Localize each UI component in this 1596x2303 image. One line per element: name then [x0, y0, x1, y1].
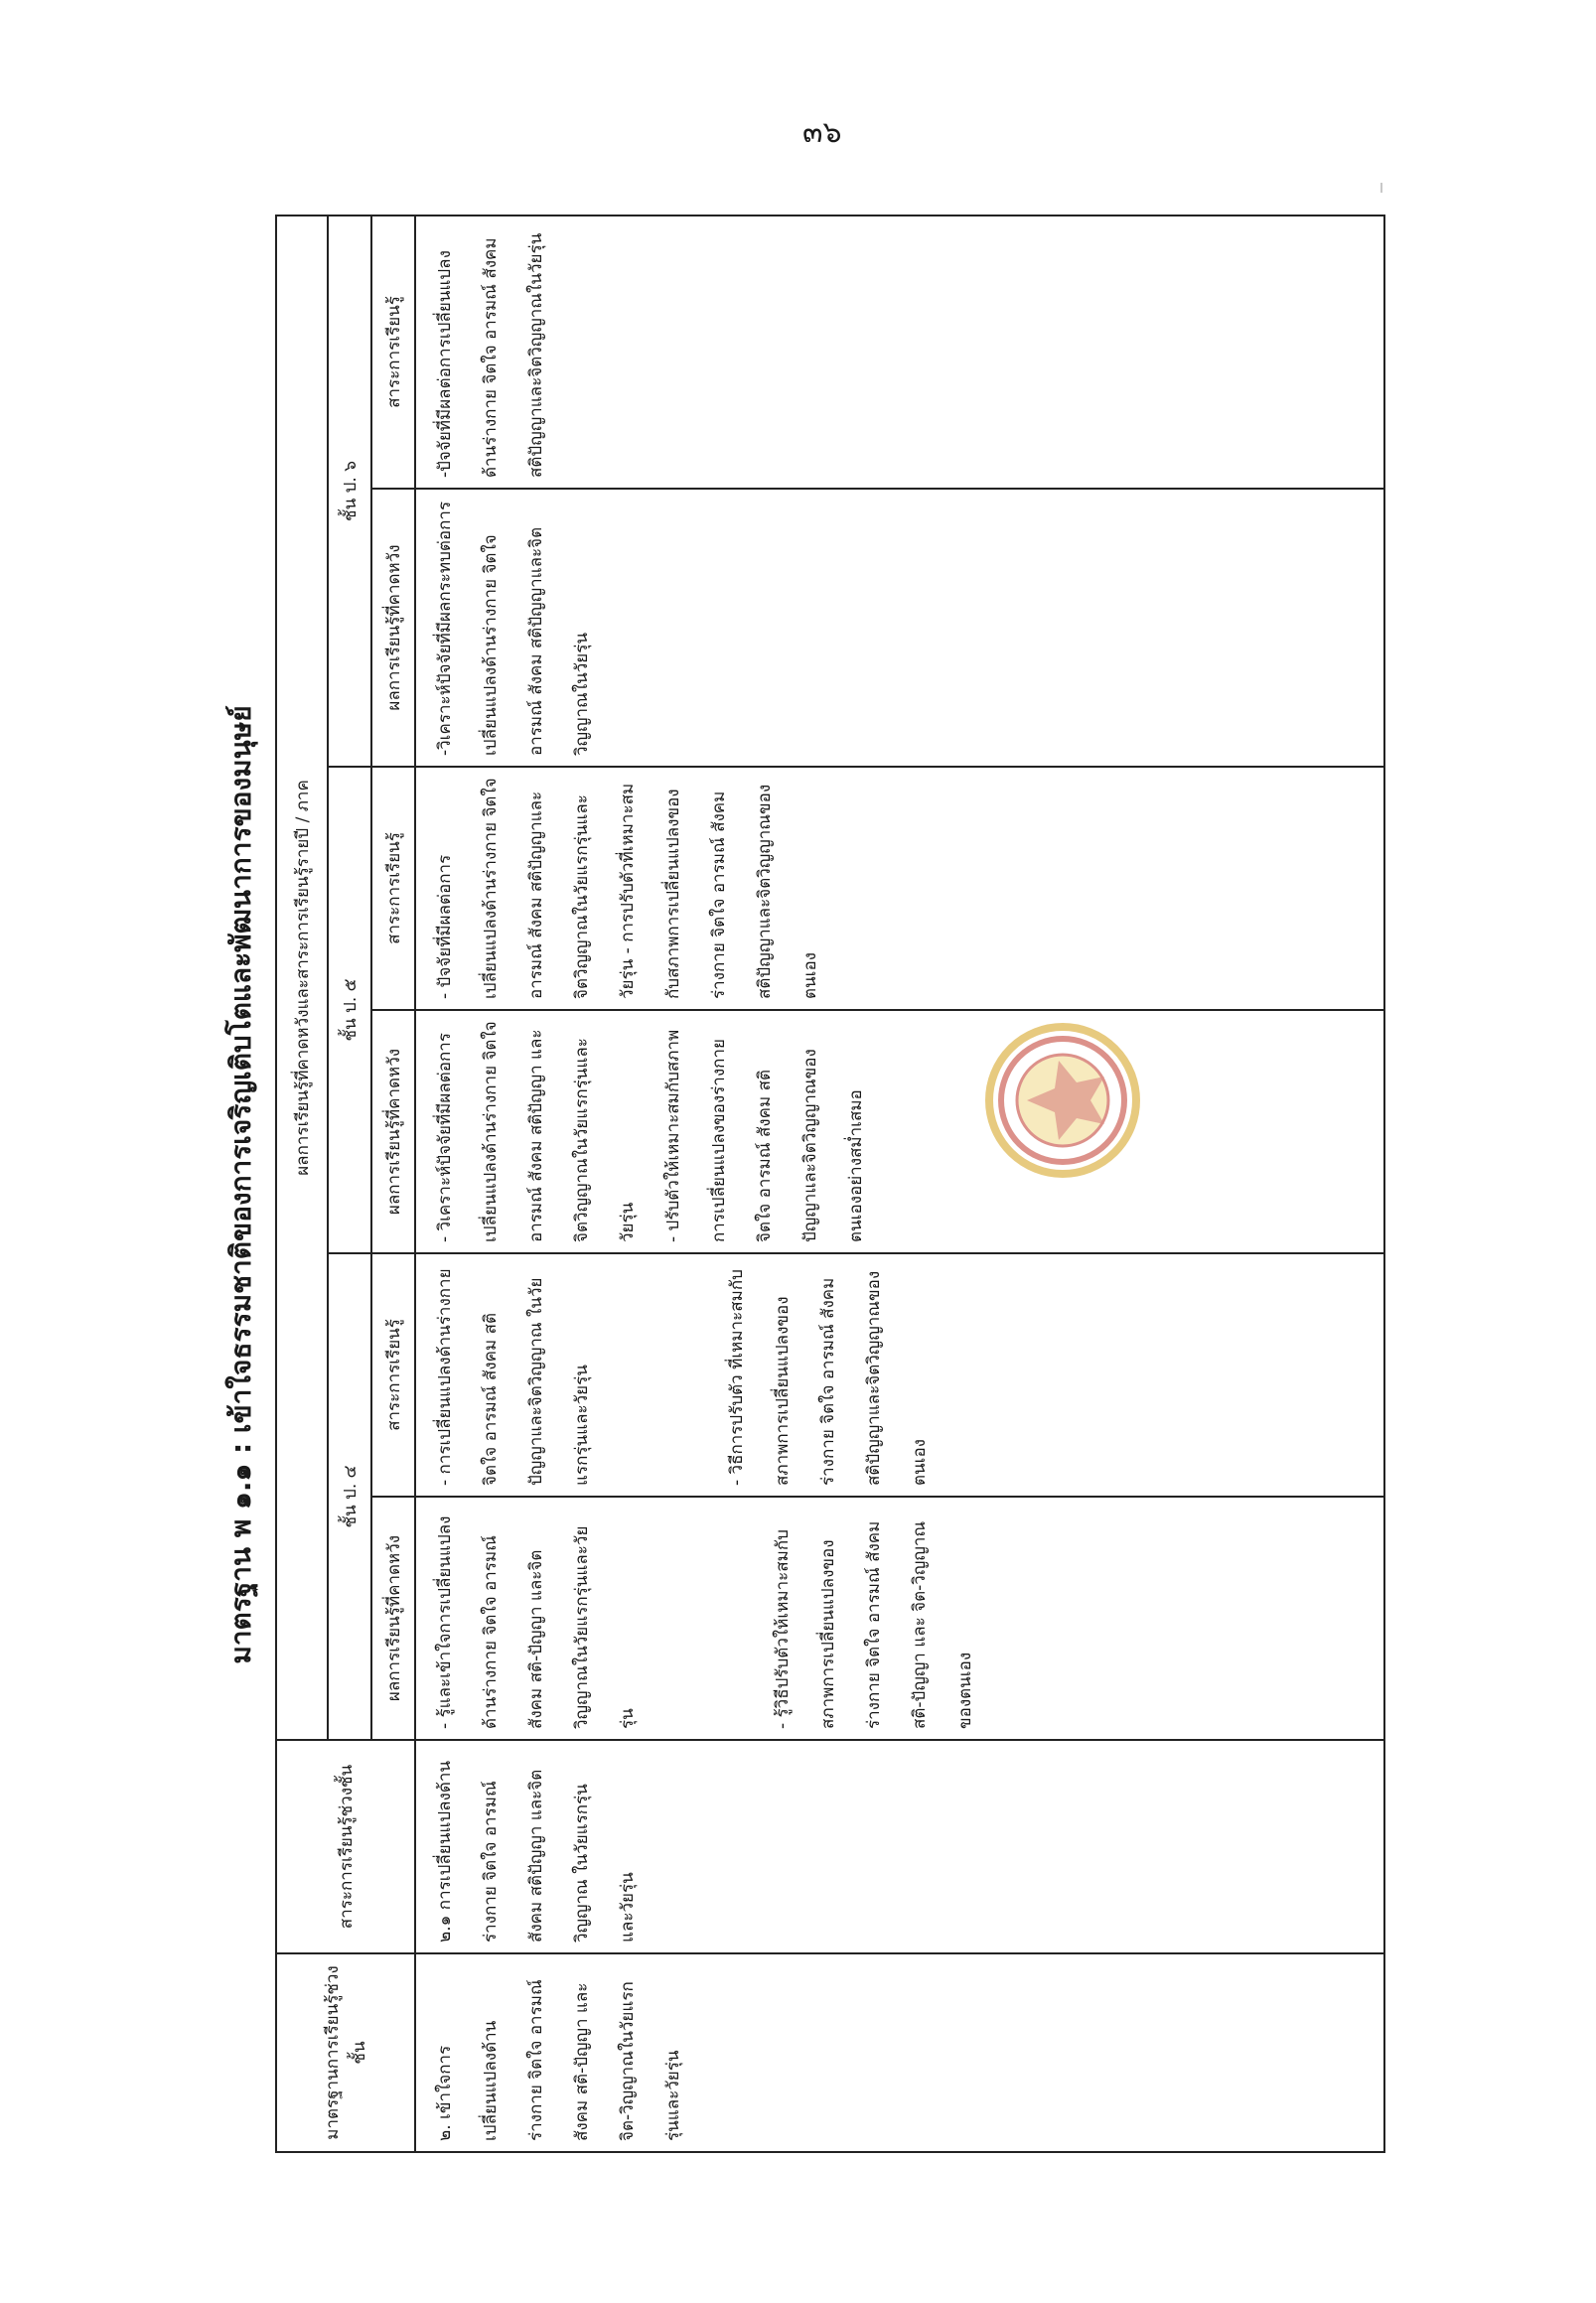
curriculum-table-wrapper [275, 216, 1385, 2153]
g4-content-2: - วิธีการปรับตัว ที่เหมาะสมกับสภาพการเปลี่ยนแปลงของร่างกาย จิตใจ อารมณ์ สังคม สติปัญญาและจิตวิญญาณของตนเอง [727, 1269, 930, 1486]
spacer [651, 1508, 760, 1729]
header-standard: มาตรฐานการเรียนรู้ช่วงชั้น [276, 1953, 415, 2152]
scan-mark [1380, 183, 1382, 193]
header-g6-content: สาระการเรียนรู้ [371, 216, 415, 489]
header-grade-6: ชั้น ป. ๖ [328, 216, 371, 767]
spacer [605, 1264, 714, 1486]
g4-expected-1: - รู้และเข้าใจการเปลี่ยนแปลงด้านร่างกาย จิตใจ อารมณ์ สังคม สติ-ปัญญา และจิตวิญญาณในวัยแรกรุ่นและวัยรุ่น [435, 1515, 638, 1729]
cell-g4-expected [415, 1497, 1384, 1740]
cell-g5-content [415, 767, 1384, 1010]
g4-expected-2: - รู้วิธีปรับตัวให้เหมาะสมกับสภาพการเปลี่ยนแปลงของร่างกาย จิตใจ อารมณ์ สังคม สติ-ปัญญา และ จิต-วิญญาณของตนเอง [773, 1520, 975, 1729]
cell-g5-expected [415, 1010, 1384, 1253]
standard-text: ๒. เข้าใจการเปลี่ยนแปลงด้านร่างกาย จิตใจ อารมณ์ สังคม สติ-ปัญญา และจิต-วิญญาณในวัยแรกรุ่นและวัยรุ่น [435, 1979, 683, 2141]
header-g5-expected: ผลการเรียนรู้ที่คาดหวัง [371, 1010, 415, 1253]
table-row [415, 216, 1384, 2152]
seal-watermark-icon [983, 1021, 1142, 1180]
header-grade-5: ชั้น ป. ๕ [328, 767, 371, 1253]
cell-content-range [415, 1740, 1384, 1953]
standard-title: มาตรฐาน พ ๑.๑ : เข้าใจธรรมชาติของการเจริญเติบโตและพัฒนาการของมนุษย์ [224, 705, 257, 1664]
header-grade-4: ชั้น ป. ๔ [328, 1253, 371, 1740]
page-number: ๓๖ [802, 115, 842, 150]
g5-expected-2: - ปรับตัวให้เหมาะสมกับสภาพการเปลี่ยนแปลงของร่างกาย จิตใจ อารมณ์ สังคม สติปัญญาและจิตวิญญาณของตนเองอย่างสม่ำเสมอ [663, 1029, 866, 1242]
g6-content: -ปัจจัยที่มีผลต่อการเปลี่ยนแปลงด้านร่างกาย จิตใจ อารมณ์ สังคม สติปัญญาและจิตวิญญาณในวัยรุ่น [435, 232, 546, 478]
g6-expected: -วิเคราะห์ปัจจัยที่มีผลกระทบต่อการเปลี่ยนแปลงด้านร่างกาย จิตใจ อารมณ์ สังคม สติปัญญาและจิตวิญญาณในวัยรุ่น [435, 501, 592, 756]
header-g5-content: สาระการเรียนรู้ [371, 767, 415, 1010]
content-range-text: ๒.๑ การเปลี่ยนแปลงด้านร่างกาย จิตใจ อารมณ์ สังคม สติปัญญา และจิตวิญญาณ ในวัยแรกรุ่น และวัยรุ่น [435, 1760, 638, 1943]
curriculum-table [275, 215, 1385, 2153]
cell-standard [415, 1953, 1384, 2152]
header-group: ผลการเรียนรู้ที่คาดหวังและสาระการเรียนรู้รายปี / ภาค [276, 216, 328, 1740]
g5-expected-1: - วิเคราะห์ปัจจัยที่มีผลต่อการเปลี่ยนแปลงด้านร่างกาย จิตใจ อารมณ์ สังคม สติปัญญา และจิตวิญญาณในวัยแรกรุ่นและวัยรุ่น [435, 1021, 638, 1242]
header-g4-expected: ผลการเรียนรู้ที่คาดหวัง [371, 1497, 415, 1740]
cell-g6-content [415, 216, 1384, 489]
cell-g6-expected [415, 489, 1384, 767]
cell-g4-content [415, 1253, 1384, 1497]
header-g4-content: สาระการเรียนรู้ [371, 1253, 415, 1497]
header-content-range: สาระการเรียนรู้ช่วงชั้น [276, 1740, 415, 1953]
g5-content: - ปัจจัยที่มีผลต่อการเปลี่ยนแปลงด้านร่างกาย จิตใจ อารมณ์ สังคม สติปัญญาและจิตวิญญาณในวัยแรกรุ่นและวัยรุ่น - การปรับตัวที่เหมาะสมกับสภาพการเปลี่ยนแปลงของร่างกาย จิตใจ อารมณ์ สังคม สติปัญญาและจิตวิญญาณของตนเอง [435, 778, 820, 999]
g4-content-1: - การเปลี่ยนแปลงด้านร่างกาย จิตใจ อารมณ์ สังคม สติปัญญาและจิตวิญญาณ ในวัยแรกรุ่นและวัยรุ่น [435, 1268, 592, 1486]
header-g6-expected: ผลการเรียนรู้ที่คาดหวัง [371, 489, 415, 767]
rotated-page-content [209, 216, 1385, 2153]
